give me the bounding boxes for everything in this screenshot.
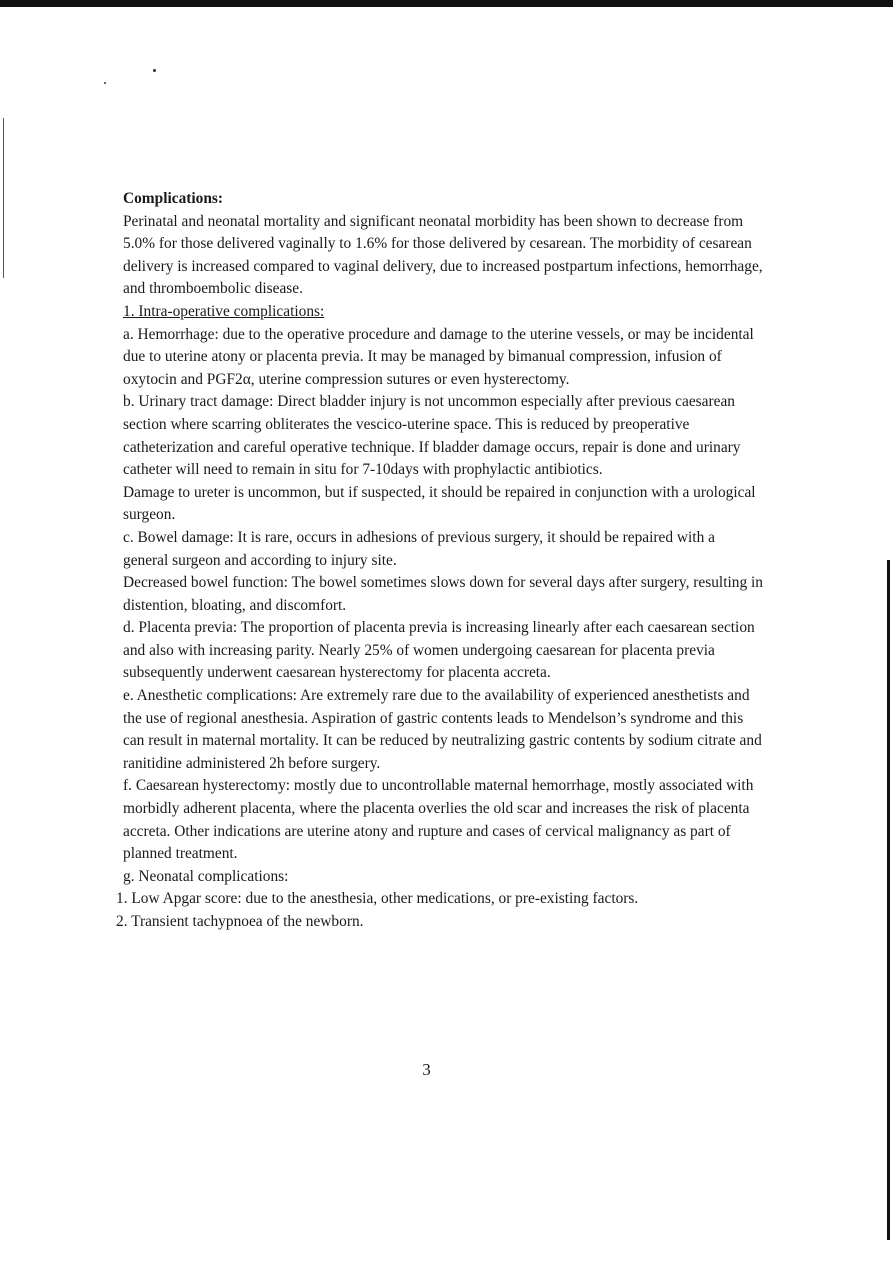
list-item: 1. Low Apgar score: due to the anesthesia, other medications, or pre-existing factors. (116, 890, 639, 908)
list-item: 2. Transient tachypnoea of the newborn. (116, 913, 364, 930)
item-urinary-tract: b. Urinary tract damage: Direct bladder injury is not uncommon especially after previous caesarean section where scarring obliterates the vescico-uterine space. This is reduced by preoperative catheterization and careful operative technique. If bladder damage occurs, repair is done and urinary catheter will need to remain in situ for 7-10days with prophylactic antibiotics. (123, 393, 741, 479)
item-ureter: Damage to ureter is uncommon, but if suspected, it should be repaired in conjunction with a urological surgeon. (123, 483, 756, 524)
section-heading: Complications: (123, 190, 224, 207)
scan-speck (153, 69, 156, 72)
document-body (116, 188, 763, 934)
scan-top-border (0, 0, 893, 7)
subsection-title: 1. Intra-operative complications: (123, 302, 325, 320)
page-number: 3 (422, 1060, 431, 1079)
item-neonatal-heading: g. Neonatal complications: (123, 867, 289, 885)
scan-left-edge (3, 118, 4, 278)
intro-paragraph: Perinatal and neonatal mortality and significant neonatal morbidity has been shown to decrease from 5.0% for those delivered vaginally to 1.6% for those delivered by cesarean. The morbidity of cesarean delivery is increased compared to vaginal delivery, due to increased postpartum infections, hemorrhage, and thromboembolic disease. (123, 212, 763, 298)
item-anesthetic: e. Anesthetic complications: Are extremely rare due to the availability of experienced anesthetists and the use of regional anesthesia. Aspiration of gastric contents leads to Mendelson’s syndrome and this can result in maternal mortality. It can be reduced by neutralizing gastric contents by sodium citrate and ranitidine administered 2h before surgery. (123, 687, 762, 772)
item-bowel-damage: c. Bowel damage: It is rare, occurs in adhesions of previous surgery, it should be repaired with a general surgeon and according to injury site. (123, 528, 715, 569)
item-bowel-function: Decreased bowel function: The bowel sometimes slows down for several days after surgery, resulting in distention, bloating, and discomfort. (123, 574, 763, 614)
item-placenta-previa: d. Placenta previa: The proportion of placenta previa is increasing linearly after each caesarean section and also with increasing parity. Nearly 25% of women undergoing caesarean for placenta previa subsequently underwent caesarean hysterectomy for placenta accreta. (123, 619, 755, 682)
item-caesarean-hysterectomy: f. Caesarean hysterectomy: mostly due to uncontrollable maternal hemorrhage, mostly associated with morbidly adherent placenta, where the placenta overlies the old scar and increases the risk of placenta accreta. Other indications are uterine atony and rupture and cases of cervical malignancy as part of planned treatment. (123, 777, 754, 863)
scan-speck (104, 82, 106, 84)
item-hemorrhage: a. Hemorrhage: due to the operative procedure and damage to the uterine vessels, or may be incidental due to uterine atony or placenta previa. It may be managed by bimanual compression, infusion of oxytocin and PGF2α, uterine compression sutures or even hysterectomy. (123, 325, 754, 388)
scan-right-edge (887, 560, 890, 1240)
